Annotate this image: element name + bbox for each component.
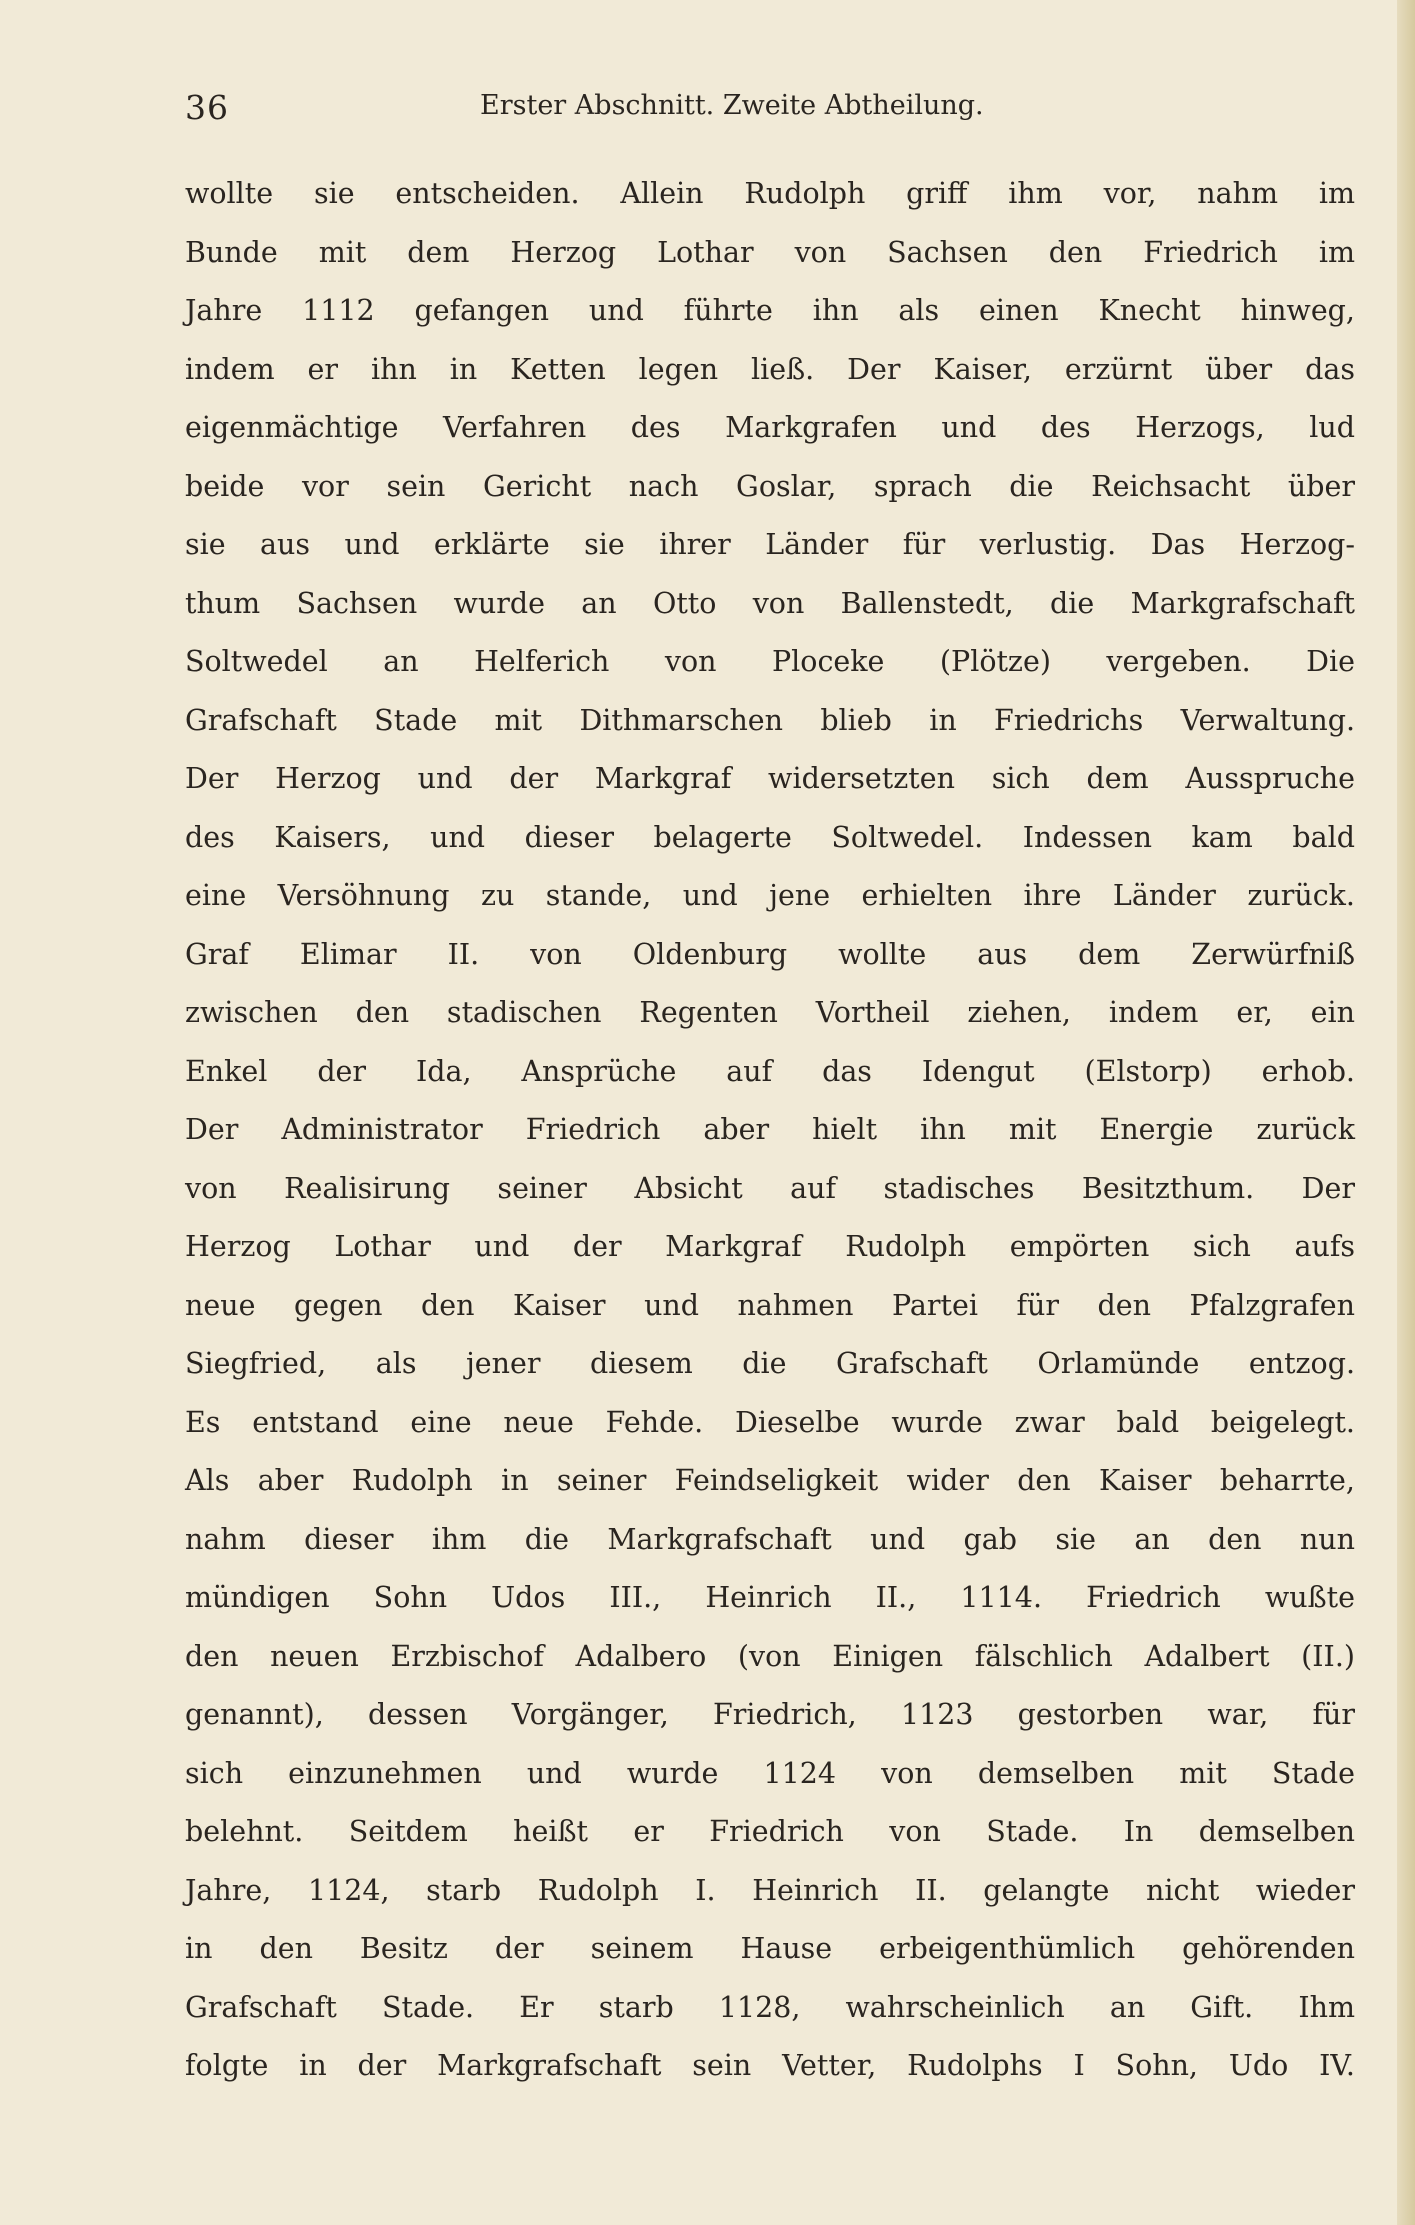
text-line: eigenmächtige Verfahren des Markgrafen und des Herzogs, lud	[185, 411, 1355, 444]
text-line: Es entstand eine neue Fehde. Dieselbe wurde zwar bald beigelegt.	[185, 1405, 1355, 1439]
text-line: folgte in der Markgrafschaft sein Vetter, Rudolphs I Sohn, Udo IV.	[185, 2049, 1355, 2082]
text-line: mündigen Sohn Udos III., Heinrich II., 1114. Friedrich wußte	[185, 1581, 1355, 1614]
text-line: eine Versöhnung zu stande, und jene erhielten ihre Länder zurück.	[185, 879, 1355, 912]
running-head: Erster Abschnitt. Zweite Abtheilung.	[480, 90, 984, 121]
text-line: Graf Elimar II. von Oldenburg wollte aus dem Zerwürfniß	[185, 937, 1355, 971]
text-line: Als aber Rudolph in seiner Feindseligkeit wider den Kaiser beharrte,	[185, 1464, 1355, 1497]
text-line: zwischen den stadischen Regenten Vortheil ziehen, indem er, ein	[185, 996, 1355, 1029]
text-line: sich einzunehmen und wurde 1124 von demselben mit Stade	[185, 1756, 1355, 1790]
text-line: von Realisirung seiner Absicht auf stadisches Besitzthum. Der	[185, 1171, 1355, 1205]
text-line: Enkel der Ida, Ansprüche auf das Idengut (Elstorp) erhob.	[185, 1054, 1355, 1088]
text-line: Grafschaft Stade mit Dithmarschen blieb in Friedrichs Verwaltung.	[185, 703, 1355, 737]
text-line: neue gegen den Kaiser und nahmen Partei für den Pfalzgrafen	[185, 1288, 1355, 1322]
text-line: Jahre, 1124, starb Rudolph I. Heinrich II. gelangte nicht wieder	[185, 1873, 1355, 1907]
text-line: sie aus und erklärte sie ihrer Länder für verlustig. Das Herzog-	[185, 528, 1355, 561]
text-line: Siegfried, als jener diesem die Grafschaft Orlamünde entzog.	[185, 1347, 1355, 1380]
text-line: wollte sie entscheiden. Allein Rudolph griff ihm vor, nahm im	[185, 177, 1355, 210]
text-line: Soltwedel an Helferich von Ploceke (Plötze) vergeben. Die	[185, 645, 1355, 678]
text-line: Herzog Lothar und der Markgraf Rudolph empörten sich aufs	[185, 1230, 1355, 1263]
text-line: indem er ihn in Ketten legen ließ. Der Kaiser, erzürnt über das	[185, 352, 1355, 386]
text-line: nahm dieser ihm die Markgrafschaft und gab sie an den nun	[185, 1522, 1355, 1556]
text-line: Der Herzog und der Markgraf widersetzten sich dem Ausspruche	[185, 762, 1355, 795]
text-line: Jahre 1112 gefangen und führte ihn als einen Knecht hinweg,	[185, 294, 1355, 327]
page-edge	[1397, 0, 1415, 2225]
text-line: beide vor sein Gericht nach Goslar, sprach die Reichsacht über	[185, 469, 1355, 503]
body-text	[185, 165, 1355, 2096]
text-line: den neuen Erzbischof Adalbero (von Einigen fälschlich Adalbert (II.)	[185, 1639, 1355, 1673]
text-line: Bunde mit dem Herzog Lothar von Sachsen den Friedrich im	[185, 235, 1355, 269]
text-line: Grafschaft Stade. Er starb 1128, wahrscheinlich an Gift. Ihm	[185, 1990, 1355, 2024]
text-line: belehnt. Seitdem heißt er Friedrich von Stade. In demselben	[185, 1815, 1355, 1848]
text-line: genannt), dessen Vorgänger, Friedrich, 1123 gestorben war, für	[185, 1698, 1355, 1731]
text-line: des Kaisers, und dieser belagerte Soltwedel. Indessen kam bald	[185, 820, 1355, 854]
page-header	[185, 88, 1355, 136]
page-number: 36	[185, 88, 229, 127]
text-line: Der Administrator Friedrich aber hielt ihn mit Energie zurück	[185, 1113, 1355, 1146]
text-line: thum Sachsen wurde an Otto von Ballenstedt, die Markgrafschaft	[185, 586, 1355, 620]
text-line: in den Besitz der seinem Hause erbeigenthümlich gehörenden	[185, 1932, 1355, 1965]
